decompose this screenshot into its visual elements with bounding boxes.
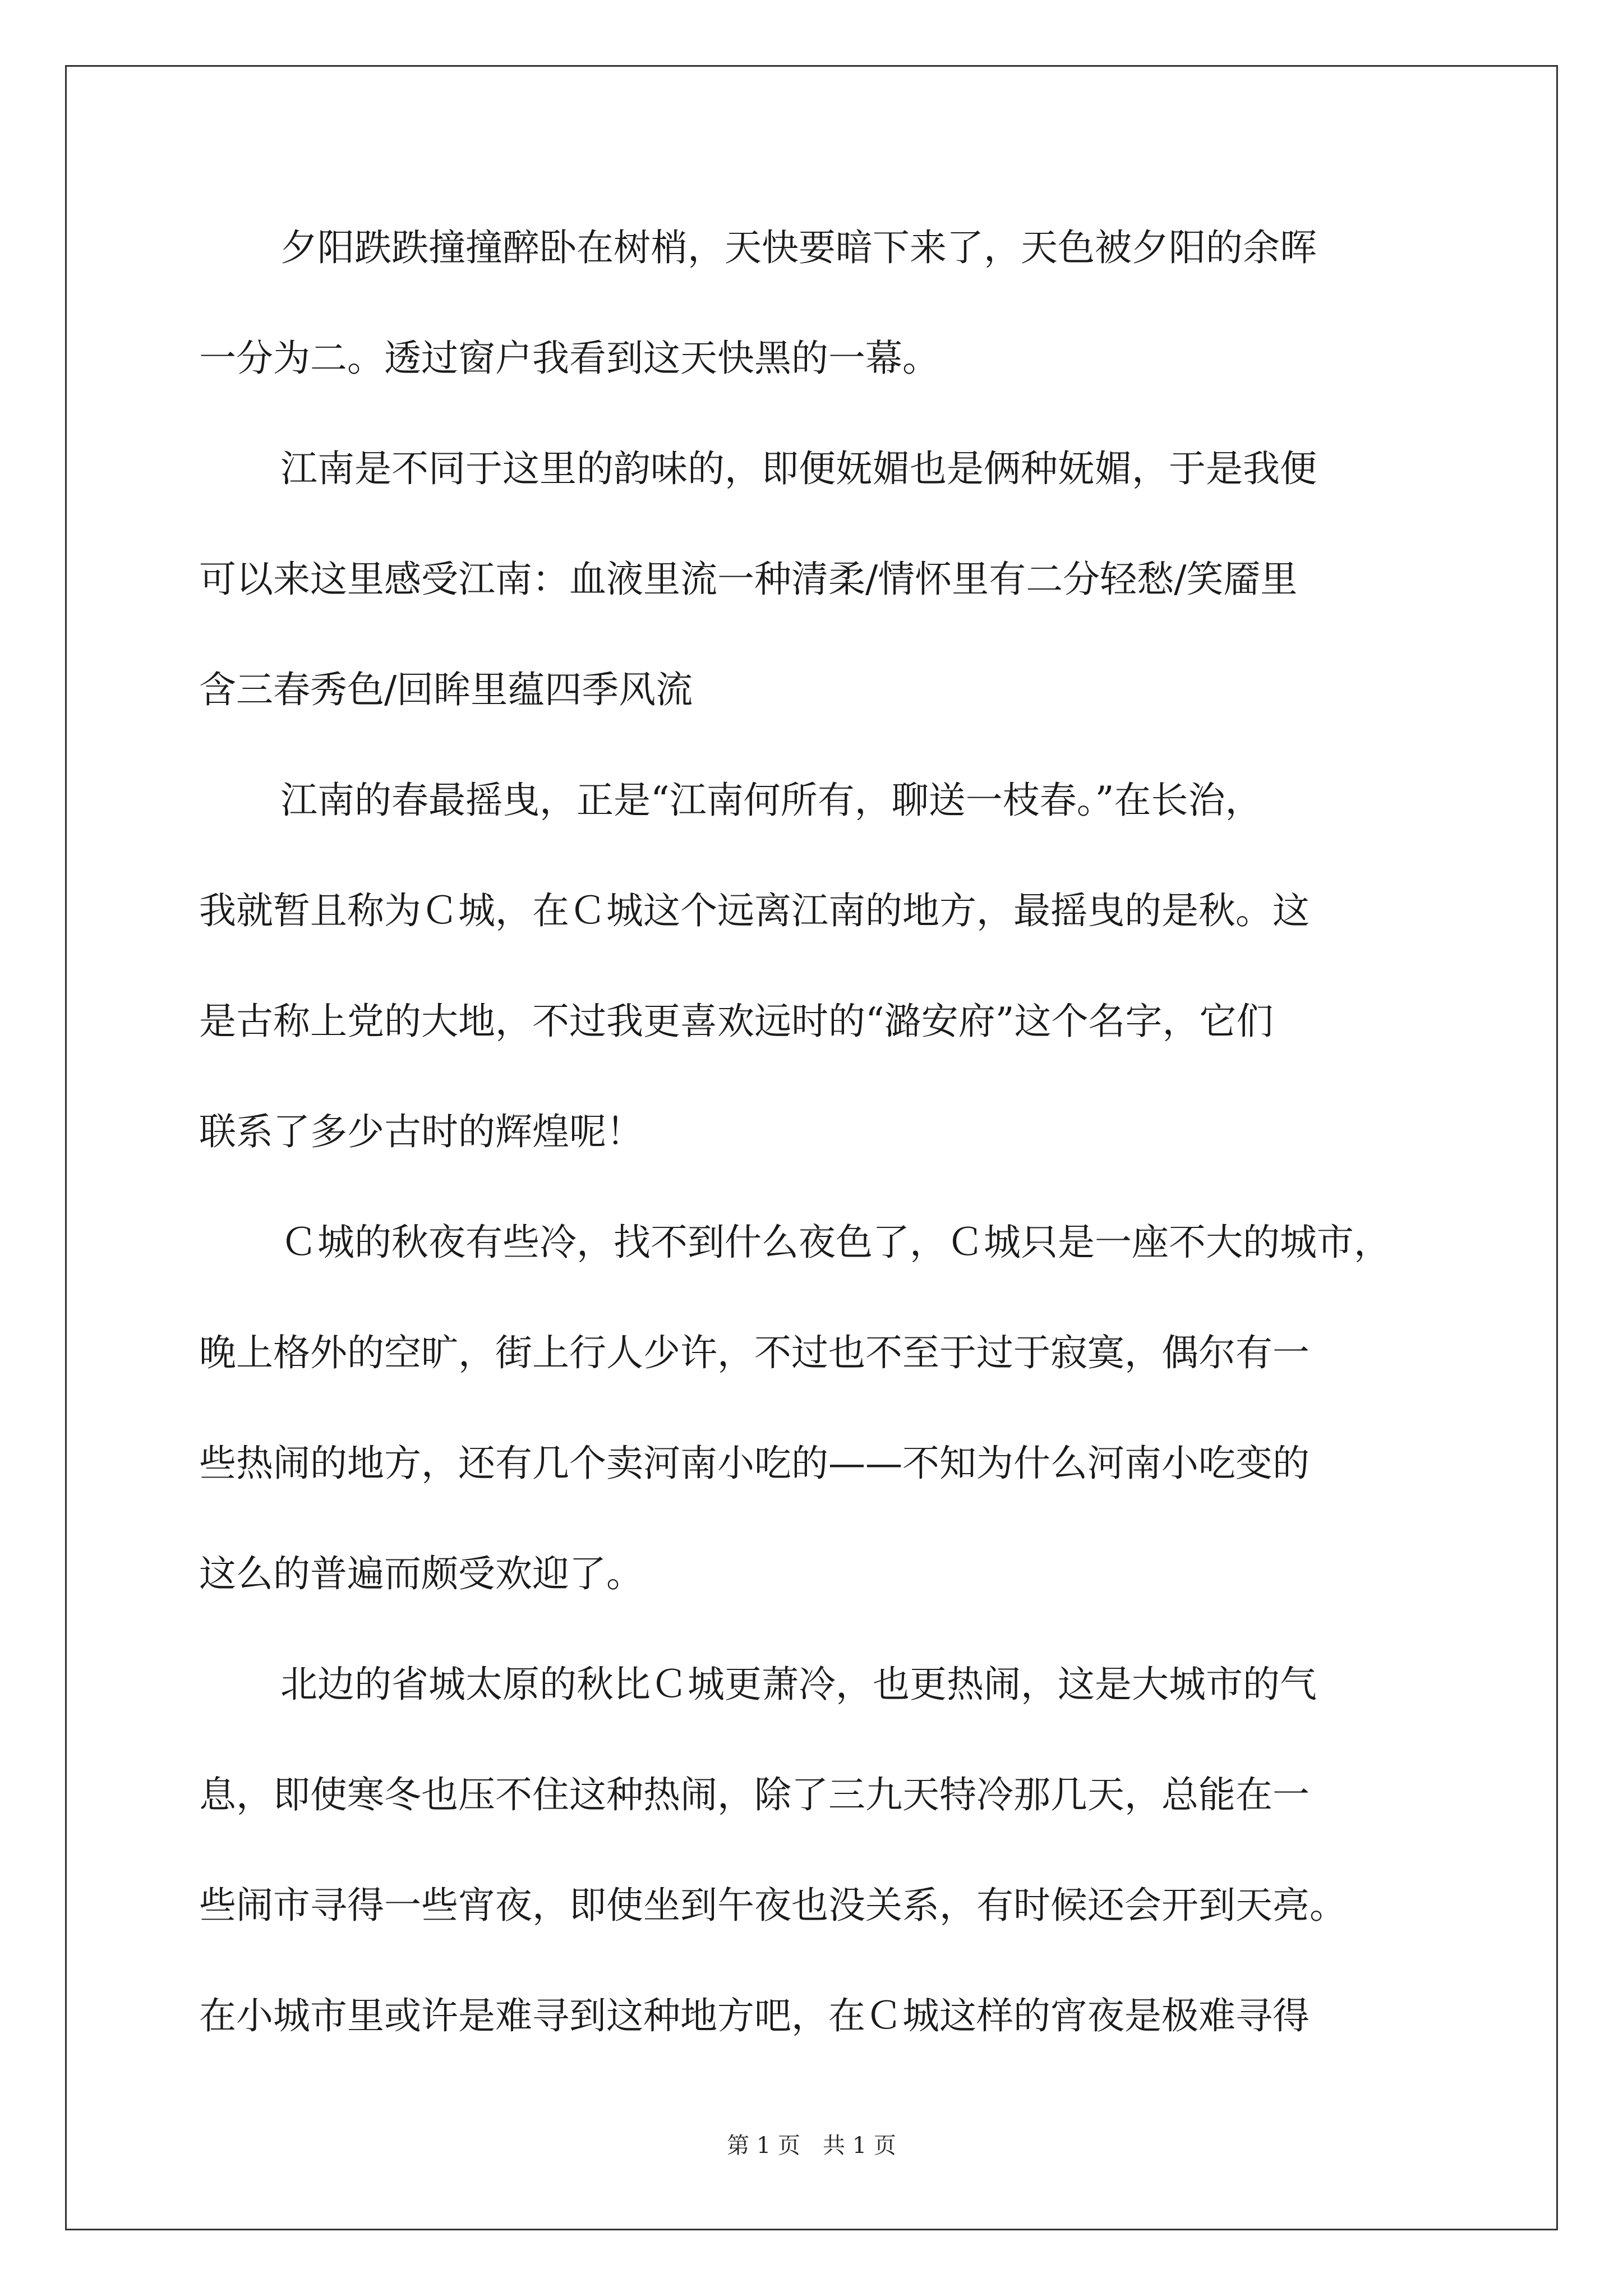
- paragraph-4-line-1: Ｃ城的秋夜有些冷，找不到什么夜色了，Ｃ城只是一座不大的城市，: [280, 1221, 1391, 1264]
- paragraph-4-line-2: 晚上格外的空旷，街上行人少许，不过也不至于过于寂寞，偶尔有一: [199, 1331, 1310, 1374]
- paragraph-3-line-4: 联系了多少古时的辉煌呢！: [199, 1110, 643, 1153]
- paragraph-2-line-1: 江南是不同于这里的韵味的，即便妩媚也是俩种妩媚，于是我便: [280, 447, 1317, 490]
- paragraph-3-line-1: 江南的春最摇曳，正是“江南何所有，聊送一枝春。”在长治，: [280, 779, 1262, 822]
- page-number-footer: 第 1 页 共 1 页: [727, 2133, 896, 2159]
- paragraph-5-line-3: 些闹市寻得一些宵夜，即使坐到午夜也没关系，有时候还会开到天亮。: [199, 1884, 1347, 1927]
- paragraph-5-line-4: 在小城市里或许是难寻到这种地方吧，在Ｃ城这样的宵夜是极难寻得: [199, 1994, 1310, 2037]
- paragraph-5-line-1: 北边的省城太原的秋比Ｃ城更萧冷，也更热闹，这是大城市的气: [280, 1663, 1317, 1706]
- paragraph-2-line-3: 含三春秀色/回眸里蕴四季风流: [199, 668, 693, 711]
- paragraph-1-line-1: 夕阳跌跌撞撞醉卧在树梢，天快要暗下来了，天色被夕阳的余晖: [280, 226, 1317, 269]
- paragraph-1-line-2: 一分为二。透过窗户我看到这天快黑的一幕。: [199, 337, 939, 380]
- paragraph-3-line-3: 是古称上党的大地，不过我更喜欢远时的“潞安府”这个名字，它们: [199, 1000, 1274, 1043]
- paragraph-4-line-4: 这么的普遍而颇受欢迎了。: [199, 1552, 643, 1595]
- paragraph-3-line-2: 我就暂且称为Ｃ城，在Ｃ城这个远离江南的地方，最摇曳的是秋。这: [199, 889, 1310, 932]
- paragraph-2-line-2: 可以来这里感受江南：血液里流一种清柔/情怀里有二分轻愁/笑靥里: [199, 558, 1298, 601]
- paragraph-4-line-3: 些热闹的地方，还有几个卖河南小吃的——不知为什么河南小吃变的: [199, 1442, 1310, 1485]
- paragraph-5-line-2: 息，即使寒冬也压不住这种热闹，除了三九天特冷那几天，总能在一: [199, 1773, 1310, 1816]
